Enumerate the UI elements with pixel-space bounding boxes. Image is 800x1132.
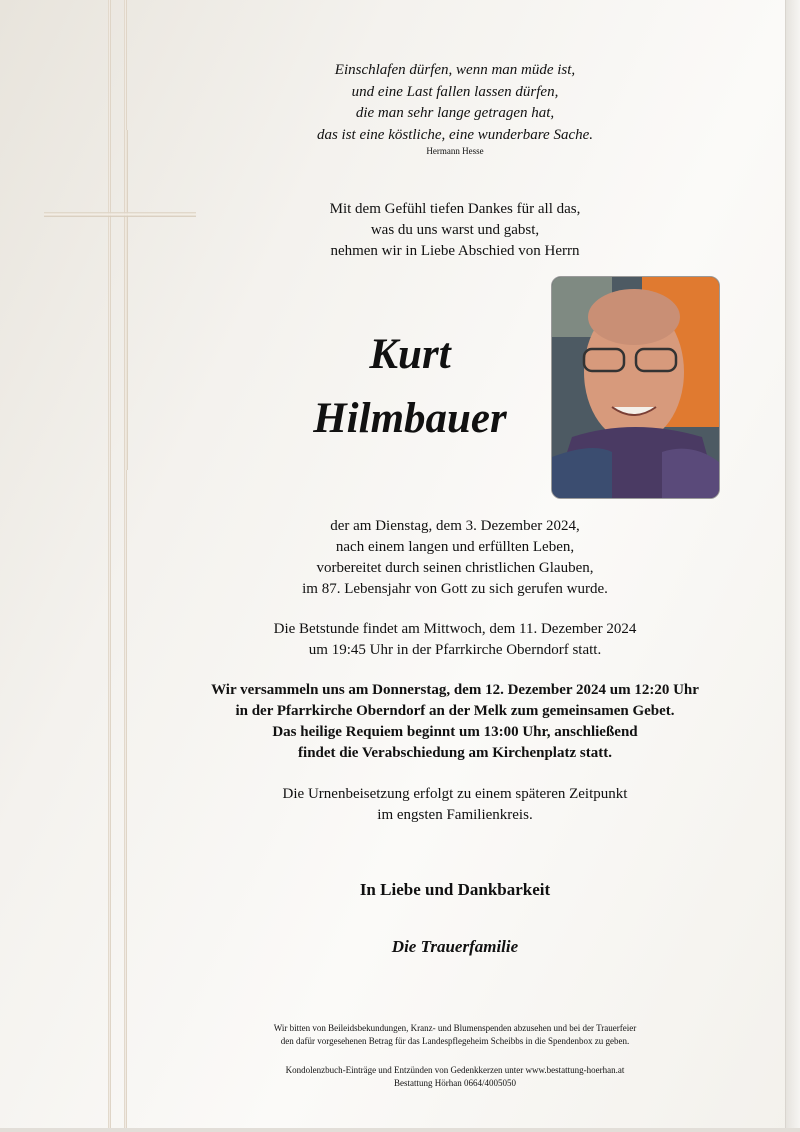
death-notice [130,516,780,600]
poem-line: die man sehr lange getragen hat, [355,105,555,121]
prayer-info [130,619,780,661]
prayer-line: Die Betstunde findet am Mittwoch, dem 11. Dezember 2024 [273,621,637,637]
death-line: nach einem langen und erfüllten Leben, [335,539,575,555]
footer-contact [130,1064,780,1090]
decorative-line [108,0,111,1132]
footer-request [130,1022,780,1048]
funeral-line: Das heilige Requiem beginnt um 13:00 Uhr, anschließend [272,724,638,740]
footer-line: Bestattung Hörhan 0664/4005050 [394,1078,516,1088]
intro-line: nehmen wir in Liebe Abschied von Herrn [330,243,580,259]
poem-author: Hermann Hesse [426,146,484,156]
funeral-line: Wir versammeln uns am Donnerstag, dem 12. Dezember 2024 um 12:20 Uhr [211,682,699,698]
intro-line: was du uns warst und gabst, [370,222,540,238]
poem-line: und eine Last fallen lassen dürfen, [351,83,559,100]
funeral-line: in der Pfarrkirche Oberndorf an der Melk zum gemeinsamen Gebet. [235,703,675,719]
intro-line: Mit dem Gefühl tiefen Dankes für all das, [329,201,581,217]
footer-line: den dafür vorgesehenen Betrag für das Landespflegeheim Scheibbs in die Spendenbox zu geben. [280,1036,630,1046]
urn-line: im engsten Familienkreis. [377,807,533,823]
footer-line: Kondolenzbuch-Einträge und Entzünden von Gedenkkerzen unter www.bestattung-hoerhan.at [285,1065,625,1075]
intro-text [130,199,780,262]
urn-info [130,784,780,826]
deceased-last-name: Hilmbauer [313,395,507,442]
funeral-line: findet die Verabschiedung am Kirchenplatz statt. [298,745,612,761]
prayer-line: um 19:45 Uhr in der Pfarrkirche Oberndorf statt. [308,642,602,658]
death-line: im 87. Lebensjahr von Gott zu sich gerufen wurde. [302,581,608,597]
poem-line: Einschlafen dürfen, wenn man müde ist, [334,62,576,78]
page-border [0,1128,800,1132]
funeral-info [130,680,780,764]
cross-icon [124,130,128,470]
footer-line: Wir bitten von Beileidsbekundungen, Kranz- und Blumenspenden abzusehen und bei der Trauerfeier [273,1023,637,1033]
page-border [785,0,800,1132]
closing-love: In Liebe und Dankbarkeit [359,880,551,899]
closing-family: Die Trauerfamilie [391,937,519,956]
poem [130,60,780,146]
death-line: vorbereitet durch seinen christlichen Glauben, [316,560,594,576]
poem-line: das ist eine köstliche, eine wunderbare Sache. [316,126,594,143]
portrait-photo [551,276,720,499]
death-line: der am Dienstag, dem 3. Dezember 2024, [330,518,580,534]
deceased-first-name: Kurt [369,331,451,378]
urn-line: Die Urnenbeisetzung erfolgt zu einem späteren Zeitpunkt [282,786,628,802]
